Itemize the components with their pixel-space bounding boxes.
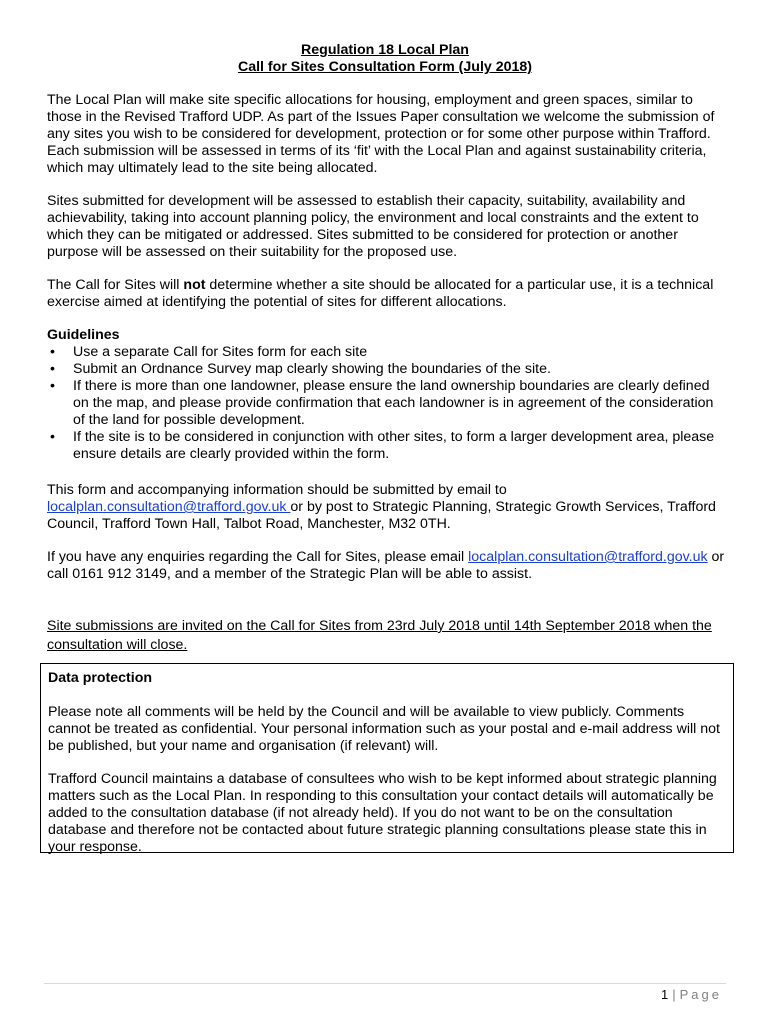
guideline-text: Submit an Ordnance Survey map clearly showing the boundaries of the site.: [73, 361, 551, 377]
list-item: [47, 361, 727, 378]
page-number: 1: [661, 987, 669, 1002]
submission-before: This form and accompanying information should be submitted by email to: [47, 482, 507, 498]
guideline-text: Use a separate Call for Sites form for each site: [73, 344, 368, 360]
list-item: [47, 378, 727, 429]
list-item: [47, 344, 727, 361]
footer-separator: |: [672, 987, 676, 1002]
guideline-text: If the site is to be considered in conjunction with other sites, to form a larger development area, please ensure details are clearly provided within the form.: [73, 429, 715, 462]
enquiries-after: or call 0161 912 3149, and a member of the Strategic Plan will be able to assist.: [47, 549, 725, 582]
list-item: [47, 429, 727, 463]
not-para-before: The Call for Sites will: [47, 277, 184, 293]
submission-email-link[interactable]: localplan.consultation@trafford.gov.uk: [47, 499, 291, 515]
submission-after: or by post to Strategic Planning, Strategic Growth Services, Trafford Council, Trafford Town Hall, Talbot Road, Manchester, M32 0TH.: [47, 499, 716, 532]
data-protection-paragraph-1: Please note all comments will be held by the Council and will be available to view publicly. Comments cannot be treated as confidential. Your personal information such as your postal and e-mail address will not be published, but your name and organisation (if relevant) will.: [48, 704, 720, 754]
document-title: Regulation 18 Local Plan: [301, 42, 469, 58]
bullet-icon: •: [50, 429, 55, 445]
not-emphasis: not: [183, 277, 206, 293]
not-allocation-paragraph: [47, 277, 727, 311]
enquiries-email-link[interactable]: localplan.consultation@trafford.gov.uk: [468, 549, 708, 565]
guideline-text: If there is more than one landowner, please ensure the land ownership boundaries are clearly defined on the map, and please provide confirmation that each landowner is in agreement of the consideration of the land for possible development.: [73, 378, 714, 428]
assessment-paragraph: Sites submitted for development will be assessed to establish their capacity, suitability, availability and achievability, taking into account planning policy, the environment and local constraints and the extent to which they can be mitigated or addressed. Sites submitted to be considered for protection or another purpose will be assessed on their suitability for the proposed use.: [47, 193, 699, 260]
enquiries-before: If you have any enquiries regarding the Call for Sites, please email: [47, 549, 469, 565]
submission-paragraph: [47, 482, 727, 533]
guidelines-heading: Guidelines: [47, 327, 120, 343]
data-protection-heading: Data protection: [48, 670, 153, 686]
guidelines-list: [47, 344, 727, 463]
deadline-paragraph: Site submissions are invited on the Call for Sites from 23rd July 2018 until 14th September 2018 when the consultation will close.: [47, 618, 712, 653]
document-subtitle: Call for Sites Consultation Form (July 2018): [237, 59, 533, 75]
bullet-icon: •: [50, 344, 55, 360]
enquiries-paragraph: [47, 549, 727, 583]
bullet-icon: •: [50, 361, 55, 377]
data-protection-box: [40, 663, 734, 853]
page-footer: [661, 986, 722, 1003]
page-label: Page: [679, 987, 722, 1002]
bullet-icon: •: [50, 378, 55, 394]
not-para-after: determine whether a site should be allocated for a particular use, it is a technical exercise aimed at identifying the potential of sites for different allocations.: [47, 277, 714, 310]
intro-paragraph: The Local Plan will make site specific allocations for housing, employment and green spaces, similar to those in the Revised Trafford UDP. As part of the Issues Paper consultation we welcome the submission of any sites you wish to be considered for development, protection or for some other purpose within Trafford. Each submission will be assessed in terms of its ‘fit’ with the Local Plan and against sustainability criteria, which may ultimately lead to the site being allocated.: [47, 92, 715, 176]
footer-divider: [44, 983, 726, 984]
data-protection-paragraph-2: Trafford Council maintains a database of consultees who wish to be kept informed about strategic planning matters such as the Local Plan. In responding to this consultation your contact details will automatically be added to the consultation database (if not already held). If you do not want to be on the consultation database and therefore not be contacted about future strategic planning consultations please state this in your response.: [48, 771, 717, 855]
